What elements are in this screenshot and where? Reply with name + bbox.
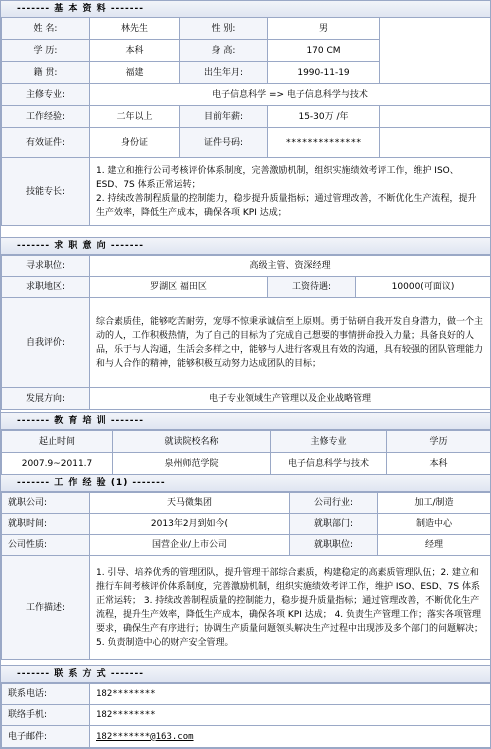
birth-value: 1990-11-19 [268,62,380,84]
education-value: 本科 [90,40,180,62]
company-label: 就职公司: [2,493,90,514]
direction-value: 电子专业领域生产管理以及企业战略管理 [90,388,491,410]
height-label: 身 高: [180,40,268,62]
dept-label: 就职部门: [290,514,378,535]
area-label: 求职地区: [2,277,90,298]
origin-label: 籍 贯: [2,62,90,84]
table-row [2,453,491,475]
basic-info-table [1,17,491,226]
experience-label: 工作经验: [2,106,90,128]
id-no-value: ************** [268,128,380,158]
skills-value [90,158,491,226]
work-desc-value: 1. 引导、培养优秀的管理团队，提升管理干部综合素质，构建稳定的高素质管理队伍；2. 建立和推行车间考核评价体系制度，完善激励机制，组织实施绩效考评工作，维护 ISO、ESD、7S 体系正常运转； 3. 持续改善制程质量的控制能力，稳步提升质量指标；通过管理改善，不断优化生产流程，提升生产效率，降低生产成本，确保各项 KPI 达成； 4. 负责生产管理工作；落实各项管理要求，确保生产有序进行；协调生产质量问题领头解决生产过程中出现涉及多个部门的问题解决；5. 负责制造中心的财产安全管理。 [90,556,491,660]
height-value: 170 CM [268,40,380,62]
mobile-value: 182******** [90,705,491,726]
salary-label: 目前年薪: [180,106,268,128]
pay-value: 10000(可面议) [356,277,491,298]
industry-value: 加工/制造 [378,493,491,514]
education-label: 学 历: [2,40,90,62]
company-value: 天马微集团 [90,493,290,514]
contact-table [1,683,491,748]
section-header-work: ------- 工 作 经 验 (1) ------- [1,474,490,492]
work-desc-label: 工作描述: [2,556,90,660]
work-time-value: 2013年2月到如今( [90,514,290,535]
education-table [1,430,491,475]
position-value: 高级主管、资深经理 [90,256,491,277]
phone-value: 182******** [90,684,491,705]
skills-item-2: 2. 持续改善制程质量的控制能力，稳步提升质量指标；通过管理改善，不断优化生产流程，提升生产效率，降低生产成本，确保各项 KPI 达成； [96,193,477,218]
skills-label: 技能专长: [2,158,90,226]
email-cell [90,726,491,748]
section-header-basic: ------- 基 本 资 料 ------- [1,0,490,18]
id-type-value: 身份证 [90,128,180,158]
area-value: 罗湖区 福田区 [90,277,268,298]
title-value: 经理 [378,535,491,556]
self-eval-value: 综合素质佳，能够吃苦耐劳，宠辱不惊秉承诚信至上原则。勇于钻研自我开发自身潜力，做一个主动的人，工作积极热情，为了自己的目标为了完成自己想要的事情拼命投入力量；具备良好的人品，乐于与人沟通，生活会多样之中，能够与人进行客观且有效的沟通，具有较强的团队管理能力和与人合作的精神，能够积极互动努力达成团队的目标； [90,298,491,388]
edu-degree: 本科 [387,453,491,475]
mobile-label: 联络手机: [2,705,90,726]
birth-label: 出生年月: [180,62,268,84]
name-value: 林先生 [90,18,180,40]
name-label: 姓 名: [2,18,90,40]
nature-value: 国营企业/上市公司 [90,535,290,556]
gender-label: 性 别: [180,18,268,40]
edu-major: 电子信息科学与技术 [271,453,387,475]
gender-value: 男 [268,18,380,40]
intent-table [1,255,491,410]
major-value: 电子信息科学 => 电子信息科学与技术 [90,84,491,106]
section-header-contact: ------- 联 系 方 式 ------- [1,665,490,683]
edu-header-period: 起止时间 [2,431,113,453]
edu-header-major: 主修专业 [271,431,387,453]
skills-item-1: 1. 建立和推行公司考核评价体系制度，完善激励机制，组织实施绩效考评工作，维护 ISO、ESD、7S 体系正常运转； [96,165,459,190]
edu-school: 泉州师范学院 [113,453,271,475]
direction-label: 发展方向: [2,388,90,410]
id-label: 有效证件: [2,128,90,158]
empty-cell [380,128,491,158]
industry-label: 公司行业: [290,493,378,514]
work-time-label: 就职时间: [2,514,90,535]
empty-cell [380,106,491,128]
salary-value: 15-30万 /年 [268,106,380,128]
self-eval-label: 自我评价: [2,298,90,388]
title-label: 就职职位: [290,535,378,556]
nature-label: 公司性质: [2,535,90,556]
email-label: 电子邮件: [2,726,90,748]
edu-period: 2007.9~2011.7 [2,453,113,475]
major-label: 主修专业: [2,84,90,106]
edu-header-school: 就读院校名称 [113,431,271,453]
pay-label: 工资待遇: [268,277,356,298]
phone-label: 联系电话: [2,684,90,705]
dept-value: 制造中心 [378,514,491,535]
email-link[interactable]: 182*******@163.com [96,731,194,742]
work-table [1,492,491,660]
section-header-education: ------- 教 育 培 训 ------- [1,412,490,430]
id-no-label: 证件号码: [180,128,268,158]
photo-cell [380,18,491,84]
position-label: 寻求职位: [2,256,90,277]
origin-value: 福建 [90,62,180,84]
experience-value: 二年以上 [90,106,180,128]
edu-header-degree: 学历 [387,431,491,453]
section-header-intent: ------- 求 职 意 向 ------- [1,237,490,255]
